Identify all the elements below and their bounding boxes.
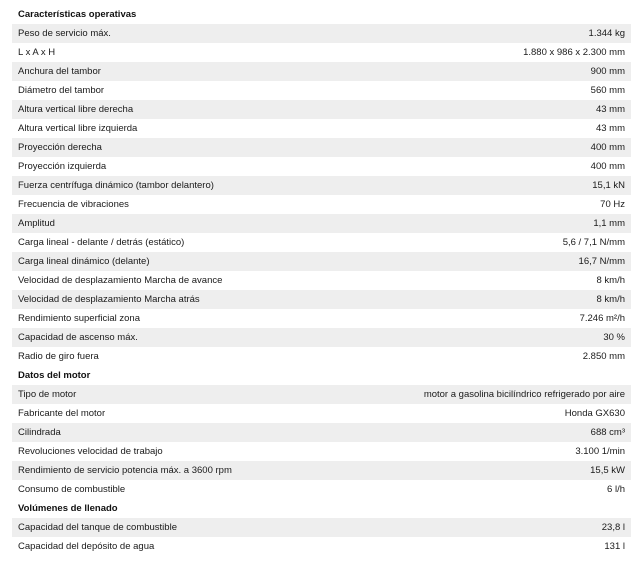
table-row: [12, 43, 631, 62]
table-row: [12, 81, 631, 100]
row-label: Rendimiento de servicio potencia máx. a 3600 rpm: [18, 465, 232, 476]
row-value: 1,1 mm: [593, 218, 625, 229]
table-row: [12, 423, 631, 442]
section-title: Datos del motor: [18, 370, 91, 381]
table-row: [12, 518, 631, 537]
row-value: 400 mm: [590, 142, 625, 153]
table-row: [12, 480, 631, 499]
row-value: 6 l/h: [607, 484, 625, 495]
row-value: 16,7 N/mm: [578, 256, 625, 267]
row-value: 43 mm: [595, 104, 625, 115]
table-row: [12, 195, 631, 214]
section-header-engine: [12, 366, 631, 385]
row-label: Proyección izquierda: [18, 161, 107, 172]
row-value: 23,8 l: [601, 522, 625, 533]
row-label: Fabricante del motor: [18, 408, 106, 419]
row-label: Rendimiento superficial zona: [18, 313, 140, 324]
table-row: [12, 214, 631, 233]
section-header-fill-volumes: [12, 499, 631, 518]
table-row: [12, 157, 631, 176]
table-row: [12, 385, 631, 404]
table-row: [12, 328, 631, 347]
table-row: [12, 461, 631, 480]
row-label: L x A x H: [18, 47, 56, 58]
row-label: Amplitud: [18, 218, 55, 229]
row-value: 8 km/h: [596, 294, 625, 305]
row-value: 8 km/h: [596, 275, 625, 286]
row-label: Peso de servicio máx.: [18, 28, 111, 39]
row-value: 15,5 kW: [590, 465, 625, 476]
table-row: [12, 24, 631, 43]
row-label: Proyección derecha: [18, 142, 102, 153]
table-row: [12, 290, 631, 309]
row-value: 560 mm: [590, 85, 625, 96]
table-row: [12, 100, 631, 119]
row-value: 1.880 x 986 x 2.300 mm: [523, 47, 625, 58]
row-label: Diámetro del tambor: [18, 85, 105, 96]
row-value: Honda GX630: [564, 408, 625, 419]
row-value: 1.344 kg: [588, 28, 625, 39]
row-value: motor a gasolina bicilíndrico refrigerado por aire: [423, 389, 625, 400]
table-row: [12, 62, 631, 81]
row-value: 900 mm: [590, 66, 625, 77]
table-row: [12, 271, 631, 290]
row-value: 15,1 kN: [592, 180, 625, 191]
row-label: Capacidad de ascenso máx.: [18, 332, 138, 343]
table-row: [12, 233, 631, 252]
row-value: 131 l: [604, 541, 625, 552]
row-label: Carga lineal - delante / detrás (estático): [18, 237, 185, 248]
row-label: Altura vertical libre izquierda: [18, 123, 138, 134]
row-label: Velocidad de desplazamiento Marcha atrás: [18, 294, 200, 305]
section-title: Volúmenes de llenado: [18, 503, 118, 514]
section-title: Características operativas: [18, 9, 137, 20]
row-value: 7.246 m²/h: [579, 313, 625, 324]
table-row: [12, 404, 631, 423]
row-label: Radio de giro fuera: [18, 351, 99, 362]
row-value: 70 Hz: [600, 199, 625, 210]
row-value: 5,6 / 7,1 N/mm: [562, 237, 625, 248]
section-header-operating: [12, 5, 631, 24]
row-value: 688 cm³: [590, 427, 625, 438]
table-row: [12, 347, 631, 366]
row-value: 3.100 1/min: [575, 446, 625, 457]
table-row: [12, 309, 631, 328]
table-row: [12, 119, 631, 138]
row-label: Frecuencia de vibraciones: [18, 199, 129, 210]
row-label: Carga lineal dinámico (delante): [18, 256, 150, 267]
spec-table: [12, 5, 631, 556]
row-value: 400 mm: [590, 161, 625, 172]
row-label: Capacidad del tanque de combustible: [18, 522, 177, 533]
row-value: 2.850 mm: [582, 351, 625, 362]
table-row: [12, 442, 631, 461]
row-label: Revoluciones velocidad de trabajo: [18, 446, 163, 457]
row-label: Consumo de combustible: [18, 484, 126, 495]
table-row: [12, 176, 631, 195]
row-label: Velocidad de desplazamiento Marcha de avance: [18, 275, 223, 286]
row-value: 30 %: [603, 332, 625, 343]
table-row: [12, 138, 631, 157]
row-label: Anchura del tambor: [18, 66, 101, 77]
table-row: [12, 252, 631, 271]
row-label: Fuerza centrífuga dinámico (tambor delantero): [18, 180, 214, 191]
row-label: Tipo de motor: [18, 389, 77, 400]
row-value: 43 mm: [595, 123, 625, 134]
row-label: Cilindrada: [18, 427, 61, 438]
table-row: [12, 537, 631, 556]
row-label: Altura vertical libre derecha: [18, 104, 134, 115]
row-label: Capacidad del depósito de agua: [18, 541, 155, 552]
